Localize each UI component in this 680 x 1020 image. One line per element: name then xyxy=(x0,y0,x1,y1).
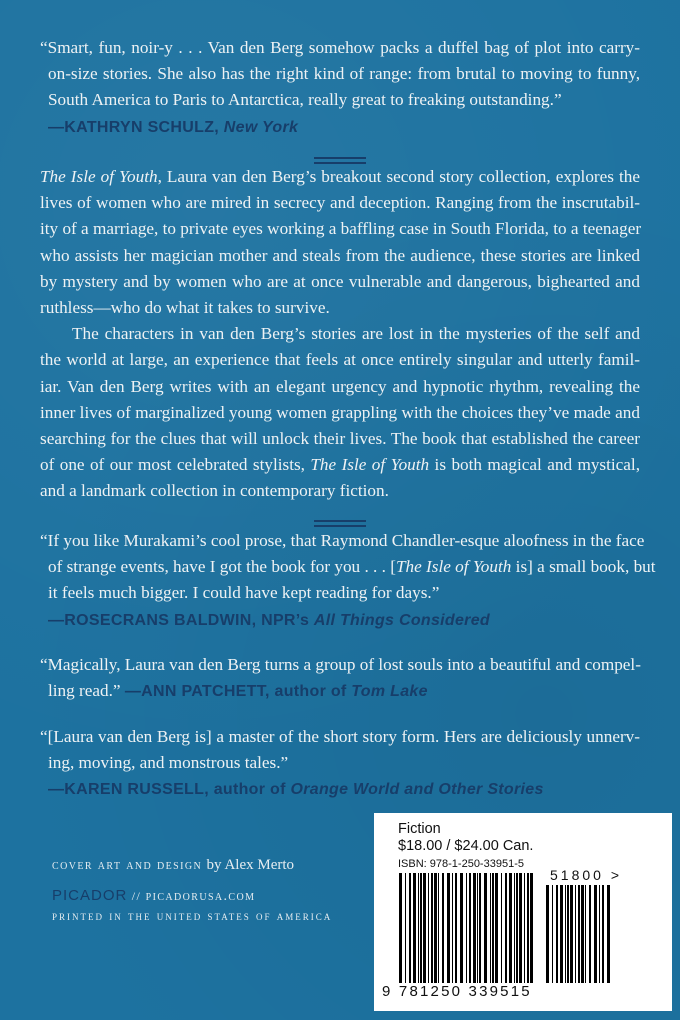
barcode-bar xyxy=(530,873,533,983)
attribution-text: Orange World and Other Stories xyxy=(290,781,544,799)
text: it feels much bigger. I could have kept reading for days.” xyxy=(48,583,440,603)
barcode-bar xyxy=(581,885,584,983)
quote-russell xyxy=(40,724,640,804)
barcode-bar xyxy=(460,873,463,983)
text-line xyxy=(40,750,640,776)
text: “[Laura van den Berg is] a master of the short story form. Hers are deliciously unnerv- xyxy=(40,727,640,746)
barcode-bar xyxy=(501,873,502,983)
printed-line xyxy=(52,908,332,924)
text: ity of a marriage, to private eyes working a baffling case in South Florida, to a teenager xyxy=(40,219,642,239)
barcode-bar xyxy=(607,885,610,983)
barcode-bar xyxy=(492,873,494,983)
text-line xyxy=(40,580,640,606)
barcode-bar xyxy=(473,873,476,983)
book-title: The Isle of Youth xyxy=(40,167,158,186)
barcode-bar xyxy=(560,885,563,983)
description xyxy=(40,164,640,505)
barcode-bar xyxy=(524,873,525,983)
barcode-bar xyxy=(479,873,481,983)
barcode-bar xyxy=(527,873,529,983)
barcode-bar xyxy=(418,873,419,983)
barcode-bar xyxy=(556,885,558,983)
barcode-bar xyxy=(423,873,426,983)
attribution xyxy=(40,114,640,141)
text: The characters in van den Berg’s stories are lost in the mysteries of the self and xyxy=(72,324,640,344)
text-line xyxy=(40,426,640,452)
barcode-bar xyxy=(552,885,553,983)
text: of one of our most celebrated stylists, xyxy=(40,455,311,475)
attribution-text: —KAREN RUSSELL, author of xyxy=(48,781,291,799)
barcode-bar xyxy=(570,885,573,983)
barcode-bar xyxy=(575,885,576,983)
price: $18.00 / $24.00 Can. xyxy=(398,838,534,854)
book-title: The Isle of Youth xyxy=(310,455,430,475)
barcode-bar xyxy=(434,873,437,983)
text-line xyxy=(40,321,640,347)
barcode-bar xyxy=(431,873,433,983)
text: by mystery and by women who are at once vulnerable and dangerous, bighearted and xyxy=(40,271,640,291)
barcode-bar xyxy=(399,873,402,983)
barcode-digits: 9 781250 339515 xyxy=(382,983,532,1000)
barcode-bar xyxy=(565,885,566,983)
cover-credit xyxy=(52,857,294,874)
publisher-website: picadorusa.com xyxy=(145,889,256,904)
text: searching for the clues that will unlock their lives. The book that established the career xyxy=(40,429,640,449)
isbn-barcode xyxy=(399,873,535,983)
quote-baldwin xyxy=(40,528,656,634)
text: is] a small book, but xyxy=(511,557,656,577)
text-line xyxy=(40,216,640,242)
quote-schulz xyxy=(40,35,640,141)
barcode-bar xyxy=(585,885,586,983)
barcode-bar xyxy=(519,873,522,983)
attribution-text: —ROSECRANS BALDWIN, NPR’s xyxy=(48,611,314,629)
text-line xyxy=(40,295,640,321)
barcode-bar xyxy=(469,873,471,983)
text-line xyxy=(40,61,640,87)
text: ruthless—who do what it takes to survive. xyxy=(40,298,330,318)
price-barcode-label xyxy=(374,813,672,1011)
barcode-bar xyxy=(442,873,444,983)
book-title: The Isle of Youth xyxy=(395,557,512,577)
text-line xyxy=(40,478,640,504)
credit-designer: by Alex Merto xyxy=(206,857,295,873)
attribution xyxy=(40,776,640,803)
barcode-bar xyxy=(409,873,411,983)
barcode-bar xyxy=(495,873,498,983)
category: Fiction xyxy=(398,821,441,837)
barcode-bar xyxy=(516,873,518,983)
barcode-bar xyxy=(405,873,406,983)
barcode-bar xyxy=(447,873,450,983)
divider-top xyxy=(314,157,366,164)
text: ling read.” xyxy=(48,681,125,701)
printed-in: printed in the united states of america xyxy=(52,908,333,923)
attribution-text: —KATHRYN SCHULZ, xyxy=(48,118,224,136)
barcode-bar xyxy=(509,873,512,983)
text-line xyxy=(40,243,640,269)
text-line xyxy=(40,347,640,373)
barcode-bar xyxy=(413,873,416,983)
barcode-bar xyxy=(505,873,507,983)
text-line xyxy=(40,190,640,216)
text: “Smart, fun, noir-y . . . Van den Berg somehow packs a duffel bag of plot into carry- xyxy=(40,38,640,57)
publisher-logo: PICADOR xyxy=(52,887,128,904)
publisher-line xyxy=(52,887,255,905)
barcode-bar xyxy=(514,873,515,983)
text-line xyxy=(40,87,640,113)
text: , Laura van den Berg’s breakout second story collection, explores the xyxy=(157,167,640,186)
quote-patchett xyxy=(40,652,640,705)
addon-code: 51800 > xyxy=(550,867,622,883)
barcode-bar xyxy=(599,885,600,983)
text-line xyxy=(40,400,640,426)
text: on-size stories. She also has the right kind of range: from brutal to moving to funny, xyxy=(48,64,640,84)
barcode-bar xyxy=(477,873,478,983)
divider-middle xyxy=(314,520,366,527)
text-line xyxy=(40,35,640,61)
barcode-bar xyxy=(466,873,467,983)
text: the world at large, an experience that feels at once entirely singular and utterly famil- xyxy=(40,350,640,370)
text: ing, moving, and monstrous tales.” xyxy=(48,753,289,773)
attribution-text: New York xyxy=(223,118,299,136)
text: “If you like Murakami’s cool prose, that Raymond Chandler-esque aloofness in the face xyxy=(40,531,645,550)
credit-label: cover art and design xyxy=(52,858,203,873)
text-line xyxy=(40,269,640,295)
barcode-bar xyxy=(546,885,549,983)
text-line xyxy=(40,724,640,750)
text-line xyxy=(40,452,640,478)
text: South America to Paris to Antarctica, really great to freaking outstanding.” xyxy=(48,90,562,110)
text-line xyxy=(40,678,640,705)
text-line xyxy=(40,164,640,190)
text: inner lives of marginalized young women grappling with the choices they’ve made and xyxy=(40,402,640,422)
text-line xyxy=(40,652,640,678)
barcode-bar xyxy=(602,885,604,983)
text: lives of women who are mired in secrecy and deception. Ranging from the inscrutabil- xyxy=(40,193,640,213)
attribution-text: Tom Lake xyxy=(351,683,428,701)
attribution-text: —ANN PATCHETT, author of xyxy=(124,683,352,701)
text: iar. Van den Berg writes with an elegant urgency and hypnotic rhythm, revealing the xyxy=(40,376,640,396)
barcode-bar xyxy=(589,885,591,983)
attribution-text: All Things Considered xyxy=(313,611,490,629)
barcode-bar xyxy=(455,873,457,983)
text-line xyxy=(40,554,656,580)
barcode-bar xyxy=(420,873,422,983)
attribution xyxy=(40,607,640,634)
text: who assists her magician mother and steals from the audience, these stories are linked xyxy=(40,245,640,265)
barcode-bar xyxy=(578,885,580,983)
addon-barcode xyxy=(546,885,610,983)
isbn: ISBN: 978-1-250-33951-5 xyxy=(398,858,524,870)
text-line xyxy=(40,528,645,554)
text: and a landmark collection in contemporary fiction. xyxy=(40,481,389,501)
text: is both magical and mystical, xyxy=(429,455,640,475)
text: “Magically, Laura van den Berg turns a group of lost souls into a beautiful and compel- xyxy=(40,655,641,674)
barcode-bar xyxy=(438,873,439,983)
barcode-bar xyxy=(490,873,491,983)
barcode-bar xyxy=(484,873,487,983)
barcode-bar xyxy=(428,873,429,983)
barcode-bar xyxy=(594,885,597,983)
text: of strange events, have I got the book for you . . . [ xyxy=(48,557,396,577)
text-line xyxy=(40,374,640,400)
barcode-bar xyxy=(567,885,569,983)
separator: // xyxy=(131,889,142,903)
barcode-bar xyxy=(452,873,453,983)
